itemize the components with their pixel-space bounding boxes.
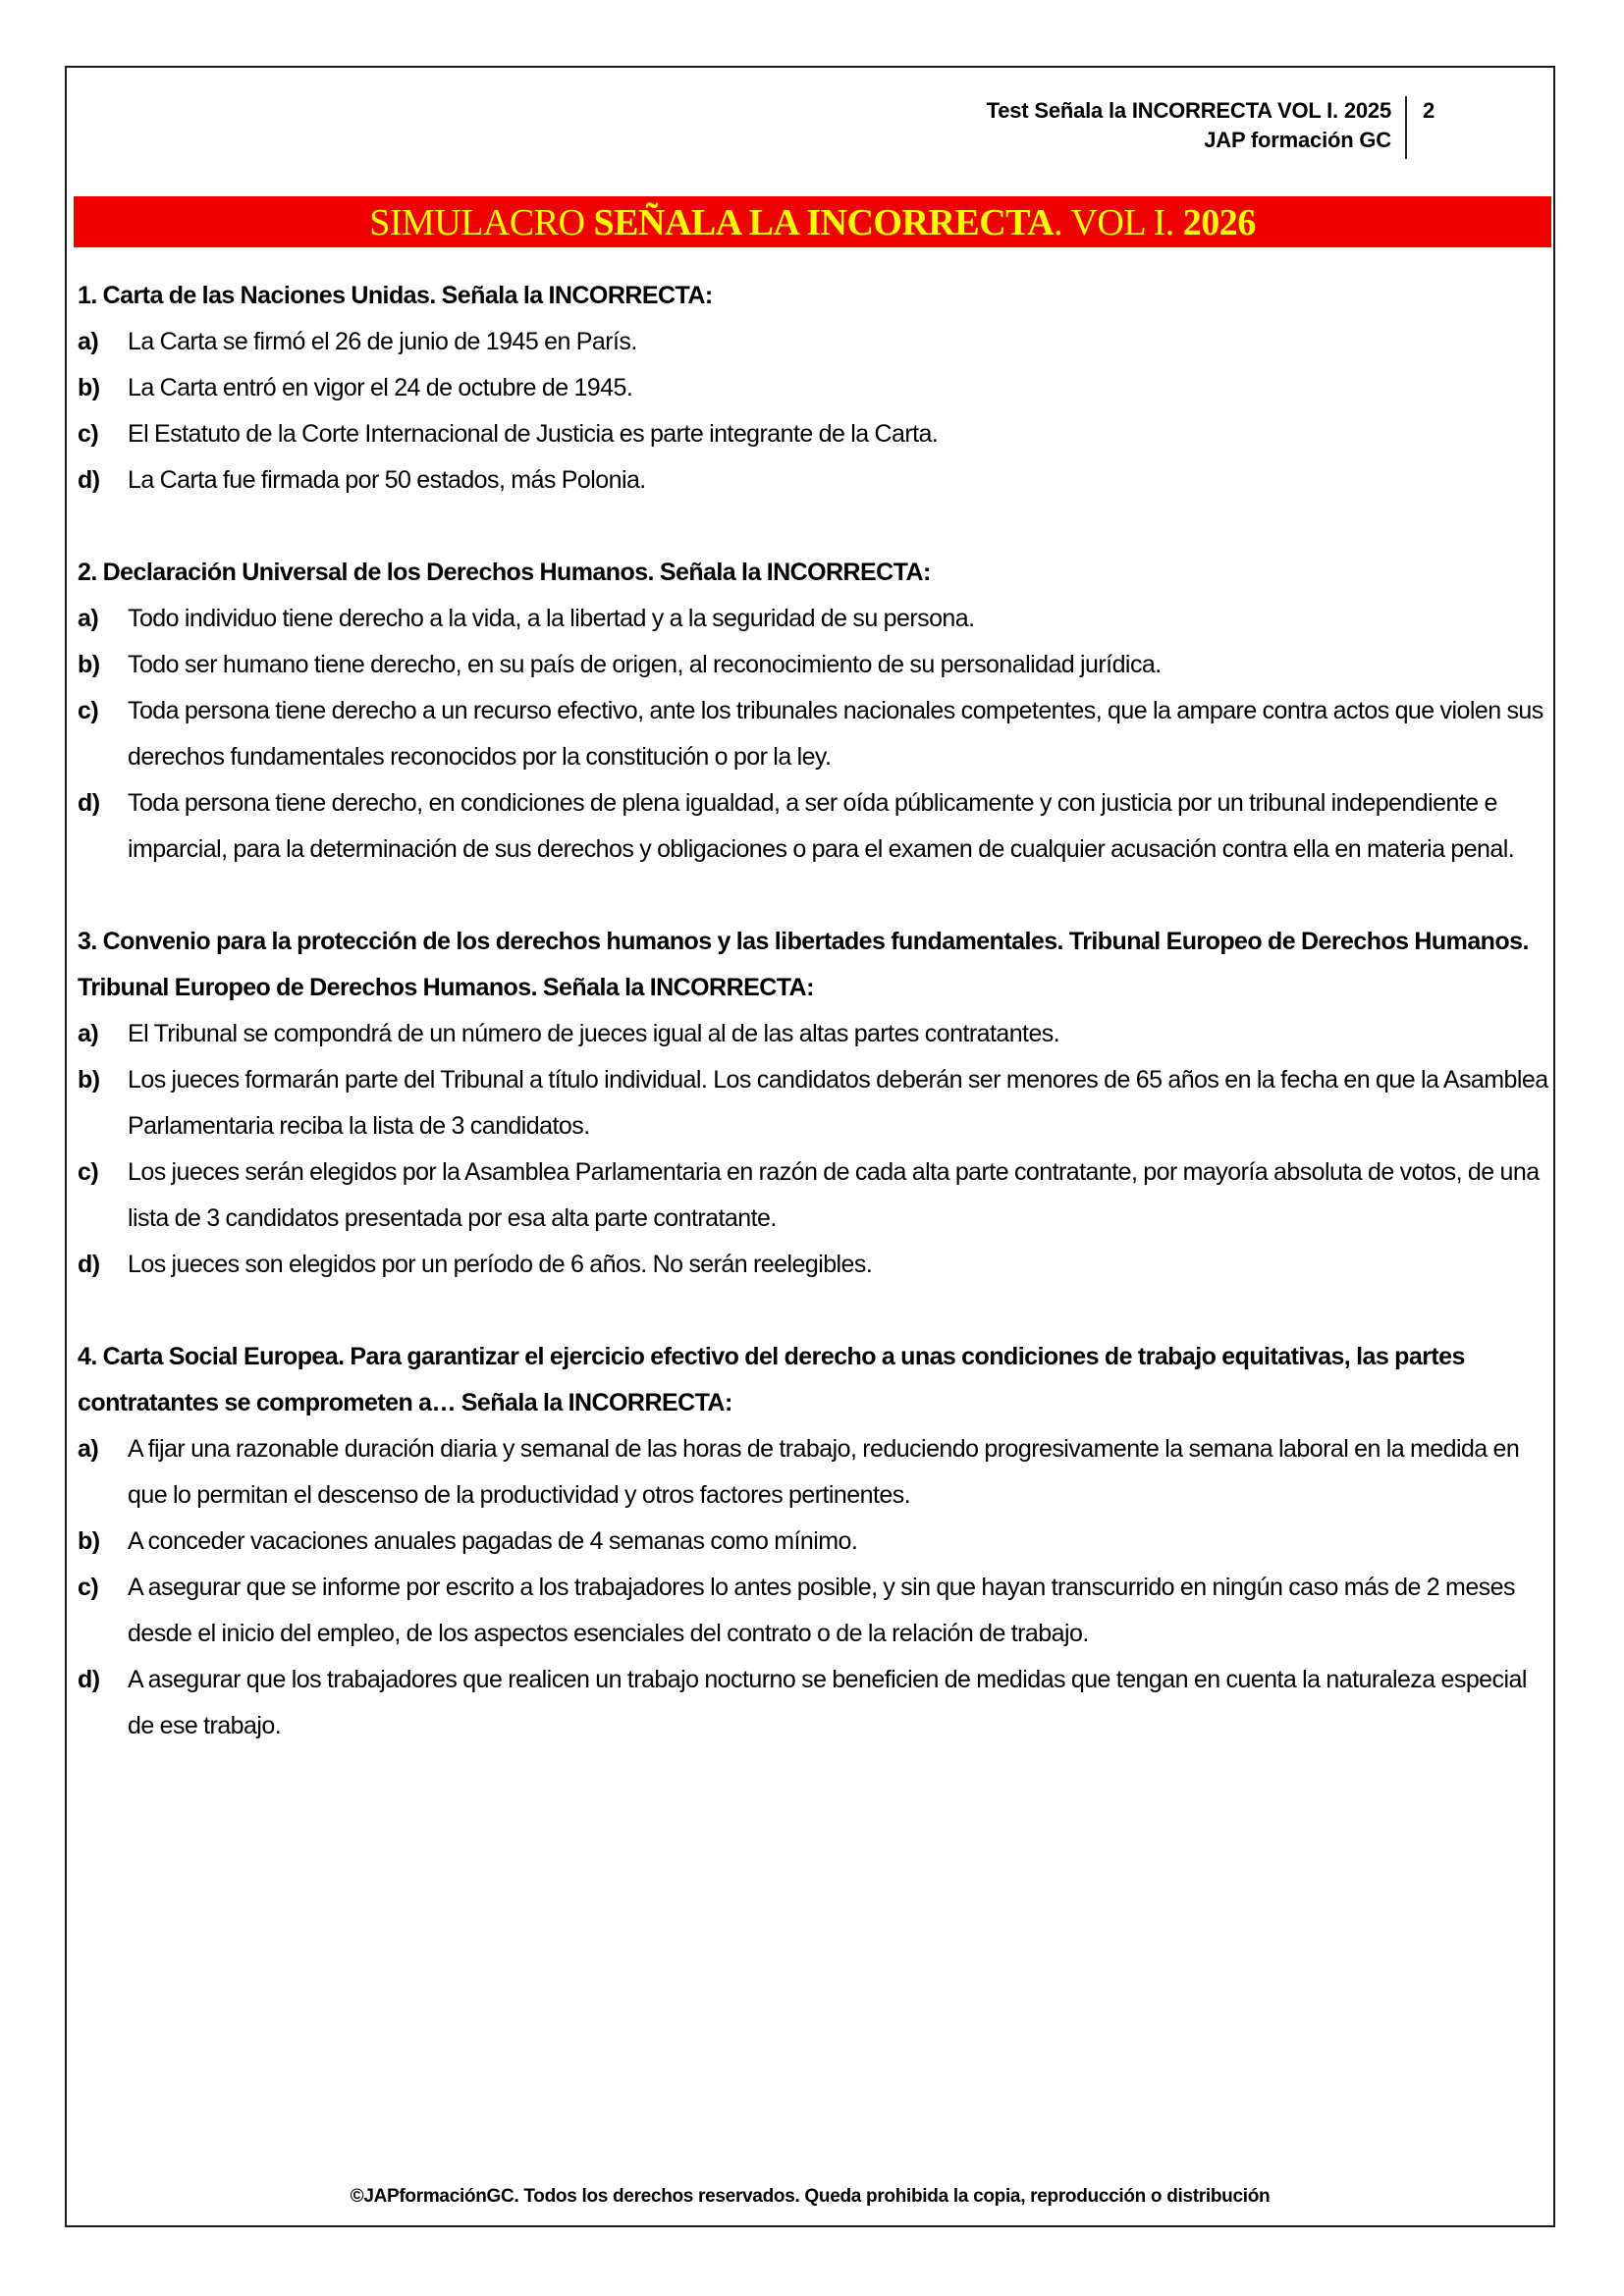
banner-year: 2026 bbox=[1182, 202, 1256, 243]
banner-volume: . VOL I. bbox=[1054, 202, 1183, 243]
question-3 bbox=[78, 919, 1550, 1288]
option-d bbox=[78, 780, 1550, 873]
option-a bbox=[78, 319, 1550, 365]
question-1 bbox=[78, 273, 1550, 504]
option-letter: a) bbox=[78, 605, 99, 632]
question-title: 4. Carta Social Europea. Para garantizar el ejercicio efectivo del derecho a unas condiciones de trabajo equitativas, las partes contratantes se comprometen a… Señala la INCORRECTA: bbox=[78, 1343, 1465, 1416]
option-b bbox=[78, 1057, 1550, 1149]
banner-main: SEÑALA LA INCORRECTA bbox=[593, 202, 1055, 243]
page-number: 2 bbox=[1423, 98, 1435, 123]
header-subtitle: JAP formación GC bbox=[1204, 128, 1391, 152]
option-letter: d) bbox=[78, 466, 100, 494]
question-title: 2. Declaración Universal de los Derechos Humanos. Señala la INCORRECTA: bbox=[78, 559, 931, 586]
option-letter: c) bbox=[78, 420, 99, 448]
page-header bbox=[589, 96, 1391, 155]
option-c bbox=[78, 1565, 1550, 1657]
option-b bbox=[78, 365, 1550, 411]
option-text: Los jueces serán elegidos por la Asamblea Parlamentaria en razón de cada alta parte contratante, por mayoría absoluta de votos, de una lista de 3 candidatos presentada por esa alta parte contratante. bbox=[128, 1158, 1540, 1232]
option-letter: a) bbox=[78, 1435, 99, 1463]
option-d bbox=[78, 1242, 1550, 1288]
question-title: 1. Carta de las Naciones Unidas. Señala la INCORRECTA: bbox=[78, 282, 713, 309]
option-letter: d) bbox=[78, 1251, 100, 1278]
banner-prefix: SIMULACRO bbox=[369, 202, 594, 243]
question-4 bbox=[78, 1334, 1550, 1749]
option-text: Los jueces formarán parte del Tribunal a título individual. Los candidatos deberán ser menores de 65 años en la fecha en que la Asamblea Parlamentaria reciba la lista de 3 candidatos. bbox=[128, 1066, 1548, 1140]
option-text: La Carta fue firmada por 50 estados, más Polonia. bbox=[128, 466, 646, 494]
option-a bbox=[78, 1426, 1550, 1519]
option-text: El Estatuto de la Corte Internacional de Justicia es parte integrante de la Carta. bbox=[128, 420, 939, 448]
option-text: Todo ser humano tiene derecho, en su país de origen, al reconocimiento de su personalidad jurídica. bbox=[128, 651, 1162, 678]
option-b bbox=[78, 642, 1550, 688]
option-text: A conceder vacaciones anuales pagadas de 4 semanas como mínimo. bbox=[128, 1527, 858, 1555]
option-a bbox=[78, 596, 1550, 642]
option-text: A asegurar que se informe por escrito a los trabajadores lo antes posible, y sin que hayan transcurrido en ningún caso más de 2 meses desde el inicio del empleo, de los aspectos esenciales del contrato o de la relación de trabajo. bbox=[128, 1574, 1515, 1647]
copyright-footer: ©JAPformaciónGC. Todos los derechos reservados. Queda prohibida la copia, reproducción o distribución bbox=[350, 2186, 1271, 2207]
option-c bbox=[78, 1149, 1550, 1242]
option-letter: a) bbox=[78, 1020, 99, 1047]
option-text: El Tribunal se compondrá de un número de jueces igual al de las altas partes contratantes. bbox=[128, 1020, 1060, 1047]
option-letter: d) bbox=[78, 789, 100, 817]
title-banner bbox=[74, 196, 1551, 247]
questions-list bbox=[78, 273, 1550, 1749]
option-letter: b) bbox=[78, 1527, 100, 1555]
option-letter: b) bbox=[78, 1066, 100, 1094]
option-letter: b) bbox=[78, 374, 100, 401]
question-2 bbox=[78, 550, 1550, 873]
option-b bbox=[78, 1519, 1550, 1565]
option-text: Los jueces son elegidos por un período de 6 años. No serán reelegibles. bbox=[128, 1251, 873, 1278]
option-d bbox=[78, 1657, 1550, 1749]
header-divider bbox=[1405, 96, 1407, 159]
option-d bbox=[78, 457, 1550, 504]
option-text: Toda persona tiene derecho a un recurso efectivo, ante los tribunales nacionales competentes, que la ampare contra actos que violen sus derechos fundamentales reconocidos por la constitución o por la ley. bbox=[128, 697, 1543, 771]
option-c bbox=[78, 688, 1550, 780]
option-letter: b) bbox=[78, 651, 100, 678]
option-text: La Carta entró en vigor el 24 de octubre de 1945. bbox=[128, 374, 633, 401]
option-letter: c) bbox=[78, 1158, 99, 1186]
option-text: La Carta se firmó el 26 de junio de 1945 en París. bbox=[128, 328, 637, 355]
option-text: Toda persona tiene derecho, en condiciones de plena igualdad, a ser oída públicamente y con justicia por un tribunal independiente e imparcial, para la determinación de sus derechos y obligaciones o para el examen de cualquier acusación contra ella en materia penal. bbox=[128, 789, 1515, 863]
option-text: A asegurar que los trabajadores que realicen un trabajo nocturno se beneficien de medidas que tengan en cuenta la naturaleza especial de ese trabajo. bbox=[128, 1666, 1527, 1739]
option-text: Todo individuo tiene derecho a la vida, a la libertad y a la seguridad de su persona. bbox=[128, 605, 975, 632]
header-title: Test Señala la INCORRECTA VOL I. 2025 bbox=[986, 98, 1391, 123]
question-title: 3. Convenio para la protección de los derechos humanos y las libertades fundamentales. Tribunal Europeo de Derechos Humanos. Tribunal Europeo de Derechos Humanos. Señala la INCORRECTA: bbox=[78, 928, 1529, 1001]
option-letter: c) bbox=[78, 697, 99, 724]
option-a bbox=[78, 1011, 1550, 1057]
option-text: A fijar una razonable duración diaria y semanal de las horas de trabajo, reduciendo progresivamente la semana laboral en la medida en que lo permitan el descenso de la productividad y otros factores pertinentes. bbox=[128, 1435, 1520, 1509]
option-letter: d) bbox=[78, 1666, 100, 1693]
option-letter: c) bbox=[78, 1574, 99, 1601]
option-letter: a) bbox=[78, 328, 99, 355]
option-c bbox=[78, 411, 1550, 457]
